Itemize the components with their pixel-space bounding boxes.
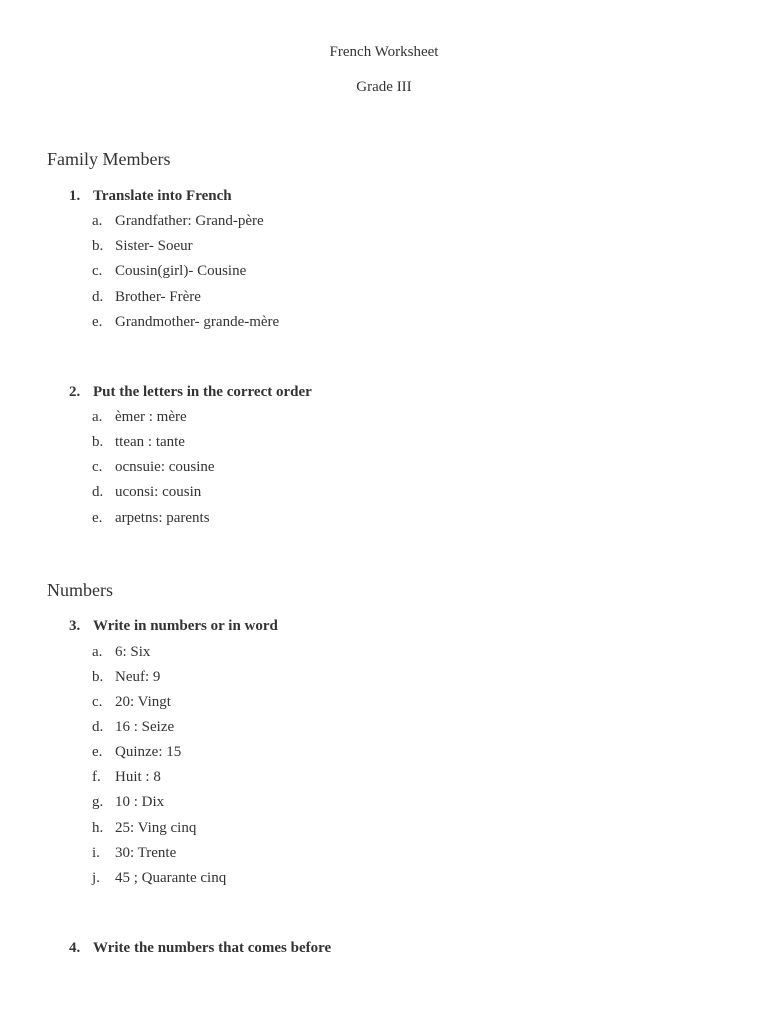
item-marker: a. bbox=[92, 213, 103, 229]
item-text: Quinze: 15 bbox=[115, 744, 182, 760]
list-item bbox=[92, 819, 196, 837]
item-marker: b. bbox=[92, 434, 104, 450]
list-item bbox=[92, 743, 181, 761]
question-3 bbox=[69, 617, 278, 635]
list-item bbox=[92, 262, 246, 280]
item-text: 10 : Dix bbox=[115, 794, 165, 810]
item-marker: i. bbox=[92, 845, 100, 861]
list-item bbox=[92, 483, 201, 501]
grade-label: Grade III bbox=[356, 79, 412, 95]
list-item bbox=[92, 433, 185, 451]
list-item bbox=[92, 643, 150, 661]
list-item bbox=[92, 768, 161, 786]
question-number: 2. bbox=[69, 384, 81, 400]
item-marker: d. bbox=[92, 484, 104, 500]
list-item bbox=[92, 237, 193, 255]
item-marker: f. bbox=[92, 769, 101, 785]
item-marker: e. bbox=[92, 314, 103, 330]
item-marker: d. bbox=[92, 719, 104, 735]
question-number: 4. bbox=[69, 940, 81, 956]
question-prompt: Write the numbers that comes before bbox=[93, 940, 332, 956]
item-text: 30: Trente bbox=[115, 845, 177, 861]
section-heading-family: Family Members bbox=[47, 149, 171, 169]
list-item bbox=[92, 458, 215, 476]
list-item bbox=[92, 313, 279, 331]
item-text: Huit : 8 bbox=[115, 769, 161, 785]
item-text: Grandmother- grande-mère bbox=[115, 314, 280, 330]
question-prompt: Write in numbers or in word bbox=[93, 618, 278, 634]
list-item bbox=[92, 844, 176, 862]
item-marker: a. bbox=[92, 644, 103, 660]
item-text: arpetns: parents bbox=[115, 510, 210, 526]
list-item bbox=[92, 869, 226, 887]
item-marker: j. bbox=[92, 870, 100, 886]
question-number: 1. bbox=[69, 188, 81, 204]
question-number: 3. bbox=[69, 618, 81, 634]
question-1 bbox=[69, 187, 232, 205]
item-text: 6: Six bbox=[115, 644, 151, 660]
item-marker: d. bbox=[92, 289, 104, 305]
item-marker: b. bbox=[92, 238, 104, 254]
question-2 bbox=[69, 383, 312, 401]
item-marker: c. bbox=[92, 459, 103, 475]
section-heading-numbers: Numbers bbox=[47, 580, 113, 600]
item-text: 45 ; Quarante cinq bbox=[115, 870, 227, 886]
list-item bbox=[92, 718, 174, 736]
question-prompt: Translate into French bbox=[93, 188, 232, 204]
item-marker: h. bbox=[92, 820, 104, 836]
item-marker: g. bbox=[92, 794, 104, 810]
item-text: Brother- Frère bbox=[115, 289, 201, 305]
list-item bbox=[92, 509, 210, 527]
question-prompt: Put the letters in the correct order bbox=[93, 384, 312, 400]
item-text: Grandfather: Grand-père bbox=[115, 213, 264, 229]
item-text: ttean : tante bbox=[115, 434, 185, 450]
question-4 bbox=[69, 939, 331, 957]
list-item bbox=[92, 668, 160, 686]
item-text: ocnsuie: cousine bbox=[115, 459, 215, 475]
item-text: Sister- Soeur bbox=[115, 238, 193, 254]
item-marker: c. bbox=[92, 263, 103, 279]
item-text: 25: Ving cinq bbox=[115, 820, 197, 836]
item-text: uconsi: cousin bbox=[115, 484, 202, 500]
list-item bbox=[92, 408, 187, 426]
item-text: èmer : mère bbox=[115, 409, 187, 425]
item-marker: a. bbox=[92, 409, 103, 425]
item-marker: e. bbox=[92, 744, 103, 760]
item-text: Neuf: 9 bbox=[115, 669, 161, 685]
item-marker: b. bbox=[92, 669, 104, 685]
document-title: French Worksheet bbox=[329, 44, 439, 60]
item-text: 16 : Seize bbox=[115, 719, 175, 735]
item-text: Cousin(girl)- Cousine bbox=[115, 263, 247, 279]
list-item bbox=[92, 288, 201, 306]
item-text: 20: Vingt bbox=[115, 694, 171, 710]
item-marker: e. bbox=[92, 510, 103, 526]
list-item bbox=[92, 793, 164, 811]
list-item bbox=[92, 212, 264, 230]
item-marker: c. bbox=[92, 694, 103, 710]
list-item bbox=[92, 693, 171, 711]
